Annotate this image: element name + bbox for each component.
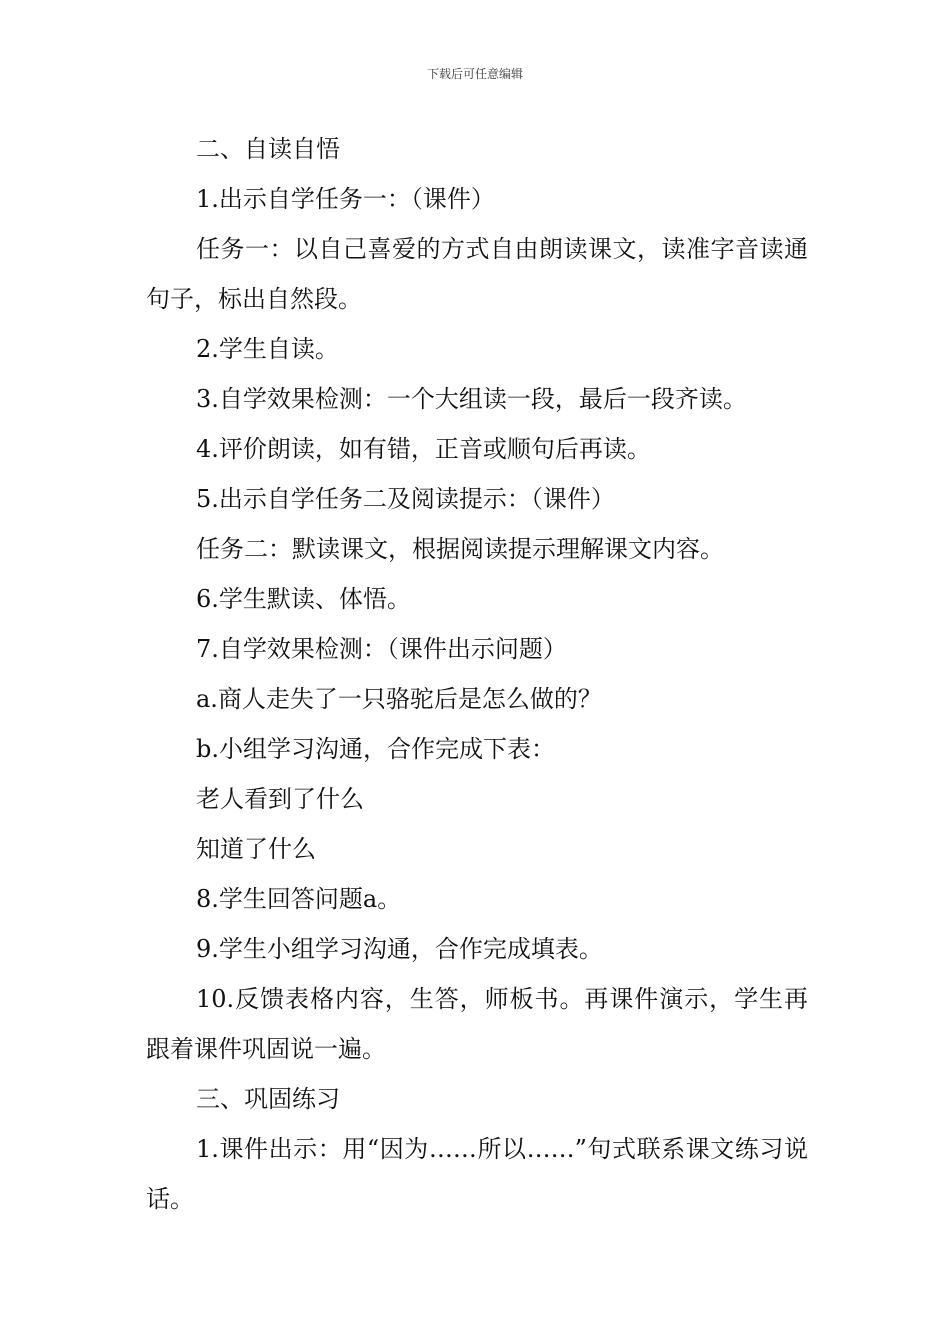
table-row-label: 知道了什么 — [196, 835, 316, 863]
table-row-label: 老人看到了什么 — [196, 785, 364, 813]
paragraph: 2.学生自读。 — [196, 335, 339, 363]
paragraph: 6.学生默读、体悟。 — [196, 585, 411, 613]
paragraph: 任务二：默读课文，根据阅读提示理解课文内容。 — [196, 535, 724, 563]
paragraph: 8.学生回答问题a。 — [196, 885, 402, 913]
question-item: b.小组学习沟通，合作完成下表： — [196, 735, 555, 763]
paragraph: 3.自学效果检测：一个大组读一段，最后一段齐读。 — [196, 385, 747, 413]
section-heading: 三、巩固练习 — [196, 1085, 340, 1113]
paragraph: 9.学生小组学习沟通，合作完成填表。 — [196, 935, 603, 963]
paragraph: 10.反馈表格内容，生答，师板书。再课件演示，学生再跟着课件巩固说一遍。 — [146, 985, 808, 1063]
paragraph: 任务一：以自己喜爱的方式自由朗读课文，读准字音读通句子，标出自然段。 — [146, 235, 808, 313]
paragraph: 5.出示自学任务二及阅读提示：（课件） — [196, 485, 615, 513]
paragraph: 1.出示自学任务一：（课件） — [196, 185, 495, 213]
paragraph: 1.课件出示：用“因为……所以……”句式联系课文练习说话。 — [146, 1135, 808, 1213]
paragraph: 4.评价朗读，如有错，正音或顺句后再读。 — [196, 435, 651, 463]
section-heading: 二、自读自悟 — [196, 135, 340, 163]
question-item: a.商人走失了一只骆驼后是怎么做的？ — [196, 685, 602, 713]
paragraph: 7.自学效果检测：（课件出示问题） — [196, 635, 567, 663]
document-body — [146, 124, 808, 1224]
page-header-note: 下载后可任意编辑 — [426, 67, 523, 81]
